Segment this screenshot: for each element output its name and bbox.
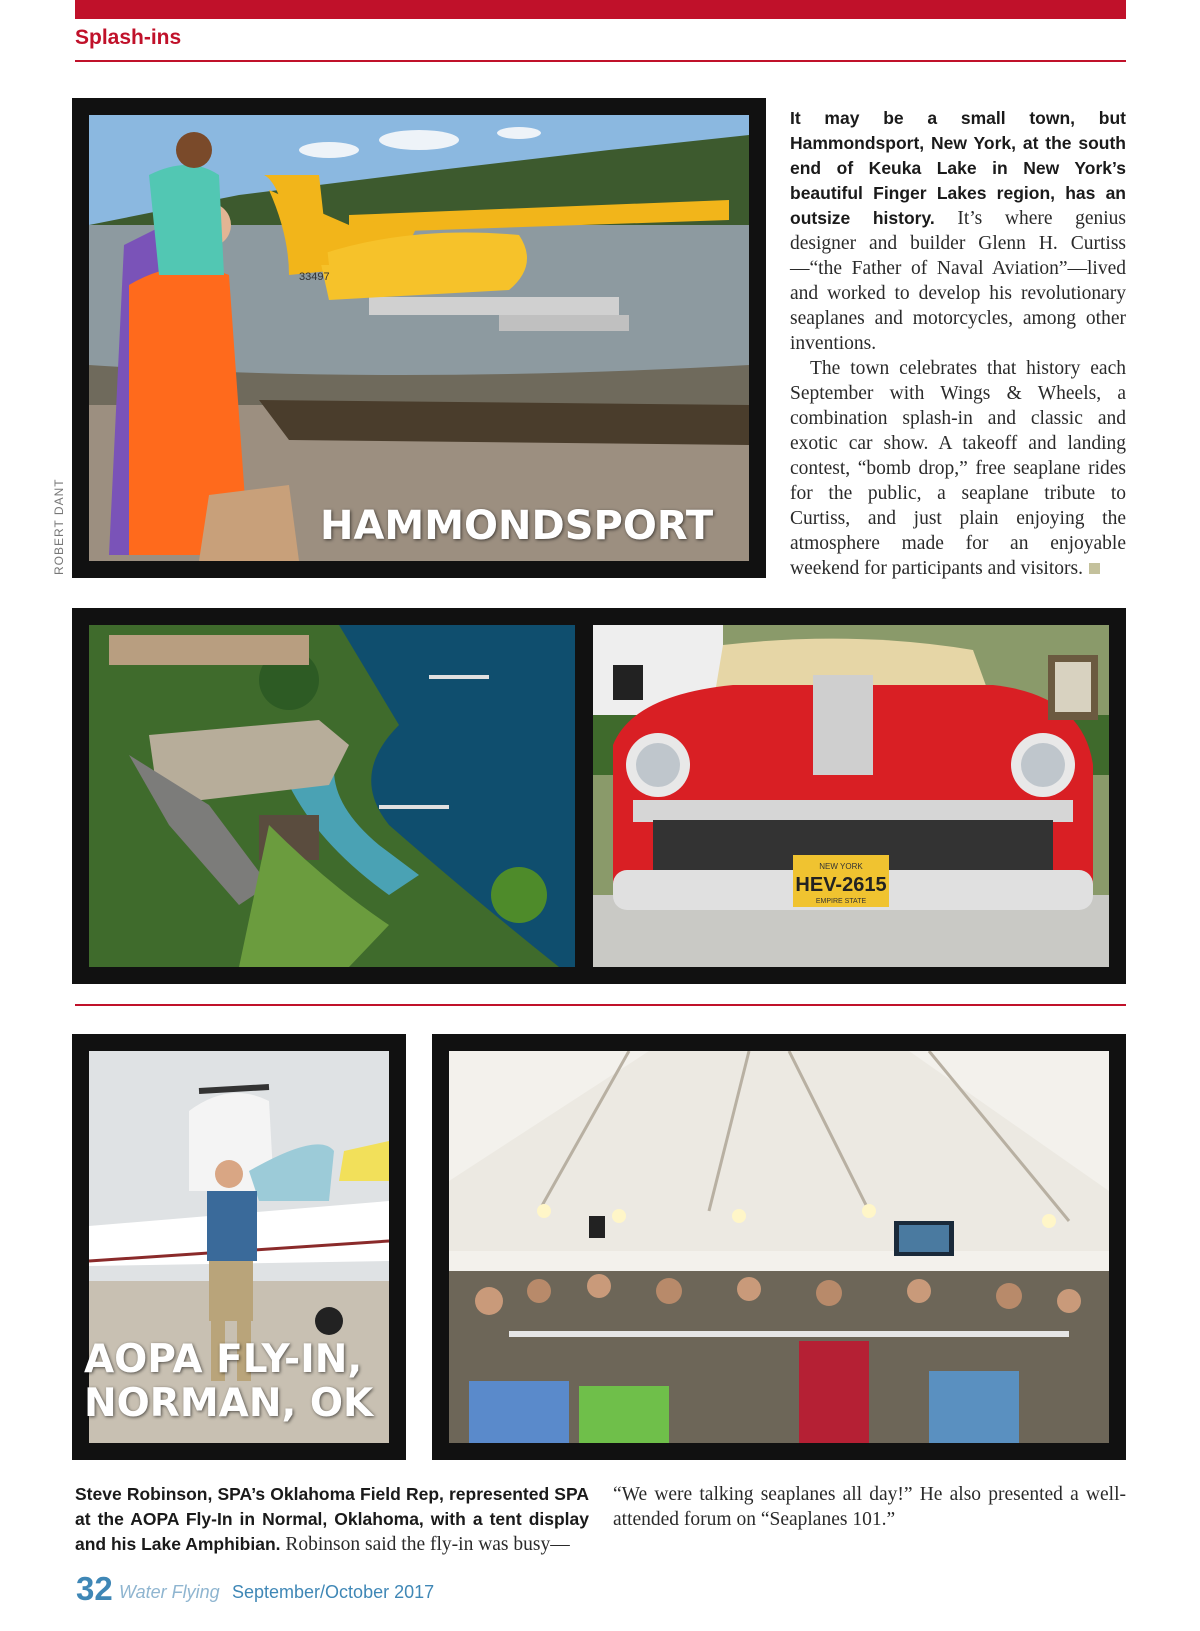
section-label: Splash-ins bbox=[75, 26, 182, 49]
aopa-story-col-1 bbox=[75, 1482, 589, 1557]
plate-state: NEW YORK bbox=[819, 862, 863, 871]
tent-photo-frame bbox=[432, 1034, 1126, 1460]
section-rule bbox=[75, 60, 1126, 62]
story-lead: It may be a small town, but Hammondsport, New York, at the south end of Keuka Lake in New York’s beautiful Finger Lakes region, has an outsize history. bbox=[790, 108, 1126, 228]
hammondsport-story bbox=[790, 106, 1126, 581]
section-divider-rule bbox=[75, 1004, 1126, 1006]
classic-car-photo bbox=[593, 625, 1109, 967]
story-body-2: The town celebrates that history each September with Wings & Wheels, a combination splash-in and classic and exotic car show. A takeoff and landing contest, “bomb drop,” free seaplane rides for the public, a seaplane tribute to Curtiss, and just plain enjoying the atmosphere made for an enjoyable weekend for participants and visitors. bbox=[790, 358, 1126, 579]
aopa-story-body-1: Robinson said the fly-in was busy— bbox=[280, 1534, 570, 1555]
hammondsport-photo-frame bbox=[72, 98, 766, 578]
aopa-photo-frame bbox=[72, 1034, 406, 1460]
hammondsport-caption: HAMMONDSPORT bbox=[320, 503, 714, 549]
top-color-bar bbox=[75, 0, 1126, 19]
aopa-caption bbox=[84, 1338, 373, 1426]
end-mark bbox=[1089, 563, 1100, 574]
aopa-caption-line-2: NORMAN, OK bbox=[84, 1381, 374, 1426]
aopa-caption-line-1: AOPA FLY-IN, bbox=[84, 1337, 363, 1382]
story-paragraph-1 bbox=[790, 106, 1126, 356]
issue-date: September/October 2017 bbox=[232, 1582, 435, 1602]
aopa-story-lead: Steve Robinson, SPA’s Oklahoma Field Rep, represented SPA at the AOPA Fly-In in Normal, Oklahoma, with a tent display and his Lake Amphibian. bbox=[75, 1484, 589, 1554]
page-number: 32 bbox=[76, 1570, 113, 1607]
plate-tagline: EMPIRE STATE bbox=[815, 898, 867, 905]
tent-forum-photo bbox=[449, 1051, 1109, 1443]
story-paragraph-2 bbox=[790, 356, 1126, 581]
story-body-1: It’s where genius designer and builder Glenn H. Curtiss—“the Father of Naval Aviation”—lived and worked to develop his revolutionary seaplanes and motorcycles, among other inventions. bbox=[790, 208, 1126, 354]
aopa-story-body-2: “We were talking seaplanes all day!” He also presented a well-attended forum on “Seaplanes 101.” bbox=[613, 1484, 1126, 1530]
photo-row-frame bbox=[72, 608, 1126, 984]
magazine-name: Water Flying bbox=[119, 1582, 220, 1602]
aircraft-registration: 33497 bbox=[299, 271, 330, 283]
aopa-story-col-2 bbox=[613, 1482, 1126, 1532]
aerial-photo bbox=[89, 625, 575, 967]
hammondsport-photo bbox=[89, 115, 749, 561]
photo-credit: ROBERT DANT bbox=[52, 478, 66, 575]
plate-number: HEV-2615 bbox=[795, 874, 887, 896]
